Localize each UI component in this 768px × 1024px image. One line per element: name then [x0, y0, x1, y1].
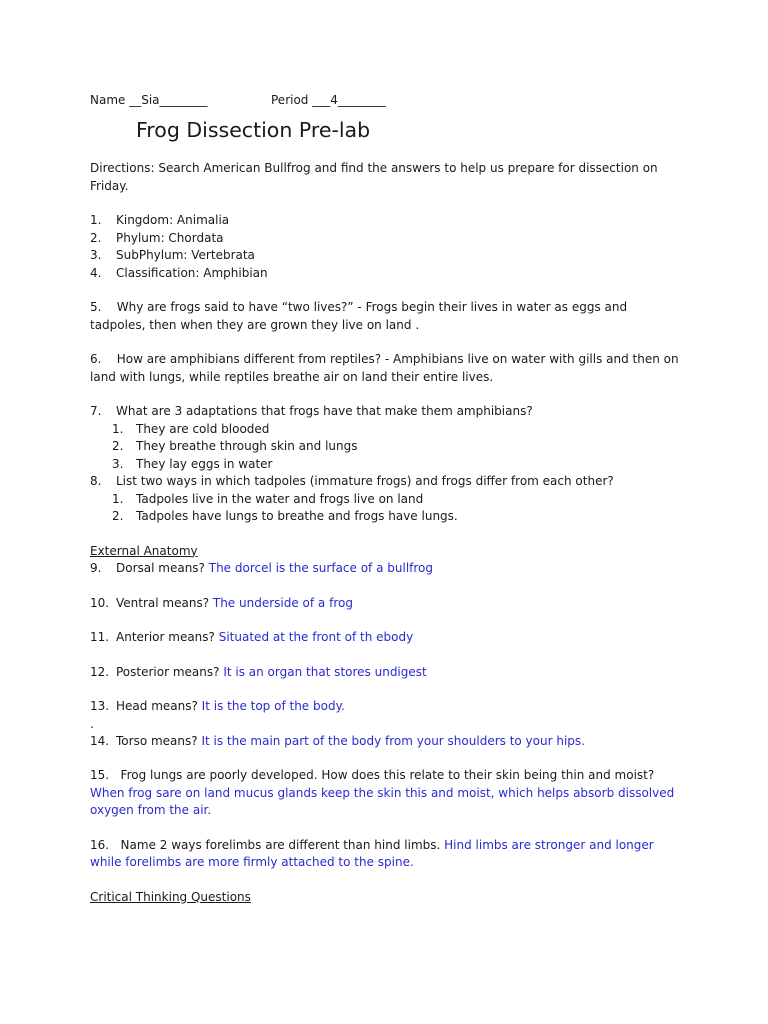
- list-item: [90, 247, 680, 265]
- question-text: List two ways in which tadpoles (immature frogs) and frogs differ from each other?: [116, 474, 614, 488]
- name-field: Name __Sia________: [90, 93, 208, 107]
- question-number: 10.: [90, 595, 110, 610]
- question-14: [90, 733, 680, 751]
- answer-item: [90, 421, 680, 439]
- question-5: [90, 299, 680, 334]
- directions-text: Directions: Search American Bullfrog and find the answers to help us prepare for dissection on Friday.: [90, 161, 658, 193]
- question-number: 15.: [90, 768, 110, 782]
- question-7: [90, 403, 680, 473]
- item-text: SubPhylum: Vertebrata: [116, 248, 255, 262]
- question-text: What are 3 adaptations that frogs have that make them amphibians?: [116, 404, 533, 418]
- question-8: [90, 473, 680, 526]
- question-number: 5.: [90, 300, 102, 314]
- answer-text: Tadpoles have lungs to breathe and frogs have lungs.: [136, 509, 458, 523]
- question-number: 16.: [90, 837, 110, 852]
- question-number: 7.: [90, 404, 102, 418]
- answer-number: 2.: [112, 509, 124, 523]
- header-row: [90, 92, 680, 110]
- item-number: 4.: [90, 265, 102, 280]
- answer-number: 1.: [112, 421, 124, 436]
- question-text: Name 2 ways forelimbs are different than hind limbs.: [120, 837, 445, 852]
- question-6: [90, 351, 680, 386]
- question-11: [90, 629, 680, 647]
- question-9: [90, 560, 680, 578]
- answer-text: They lay eggs in water: [136, 456, 273, 471]
- list-item: [90, 212, 680, 230]
- answer-item: [90, 456, 680, 474]
- item-number: 3.: [90, 248, 102, 262]
- answer-text: Situated at the front of th ebody: [218, 630, 414, 644]
- question-number: 13.: [90, 699, 110, 713]
- answer-text: Tadpoles live in the water and frogs live on land: [136, 491, 424, 506]
- question-number: 14.: [90, 733, 110, 748]
- question-text: Why are frogs said to have “two lives?” - Frogs begin their lives in water as eggs and tadpoles, then when they are grown they live on land .: [90, 300, 628, 332]
- question-number: 8.: [90, 474, 102, 488]
- answer-text: They breathe through skin and lungs: [136, 439, 358, 453]
- question-text: Torso means?: [116, 733, 202, 748]
- answer-text: It is the top of the body.: [201, 699, 345, 713]
- stray-mark: .: [90, 716, 94, 731]
- question-text: Dorsal means?: [116, 561, 209, 575]
- question-number: 12.: [90, 664, 110, 679]
- answer-number: 1.: [112, 491, 124, 506]
- page-title: Frog Dissection Pre-lab: [136, 118, 371, 142]
- period-field: Period ___4________: [271, 93, 386, 107]
- answer-number: 3.: [112, 456, 124, 471]
- answer-text: Hind limbs are stronger and longer while forelimbs are more firmly attached to the spine.: [90, 837, 654, 869]
- section-heading-external-anatomy: External Anatomy: [90, 543, 198, 558]
- answer-text: It is an organ that stores undigest: [219, 664, 427, 679]
- question-15: [90, 767, 680, 820]
- question-number: 6.: [90, 352, 102, 366]
- question-number: 9.: [90, 561, 102, 575]
- question-text: Anterior means?: [116, 630, 219, 644]
- answer-item: [90, 438, 680, 456]
- question-text: Posterior means?: [116, 664, 220, 679]
- question-16: [90, 837, 680, 872]
- question-text: Frog lungs are poorly developed. How does this relate to their skin being thin and moist?: [120, 768, 655, 782]
- item-number: 2.: [90, 230, 102, 245]
- question-13: [90, 698, 680, 716]
- answer-text: The dorcel is the surface of a bullfrog: [208, 561, 434, 575]
- question-text: How are amphibians different from reptiles? - Amphibians live on water with gills and then on land with lungs, while reptiles breathe air on land their entire lives.: [90, 352, 679, 384]
- worksheet-page: [90, 92, 680, 906]
- answer-number: 2.: [112, 439, 124, 453]
- item-text: Classification: Amphibian: [116, 265, 268, 280]
- list-item: [90, 265, 680, 283]
- question-number: 11.: [90, 630, 110, 644]
- answer-text: They are cold blooded: [136, 421, 270, 436]
- item-text: Phylum: Chordata: [116, 230, 224, 245]
- section-heading-critical-thinking: Critical Thinking Questions: [90, 889, 251, 904]
- answer-text: It is the main part of the body from your shoulders to your hips.: [201, 733, 585, 748]
- question-text: Ventral means?: [116, 595, 213, 610]
- classification-list: [90, 212, 680, 282]
- answer-item: [90, 508, 680, 526]
- question-text: Head means?: [116, 699, 202, 713]
- item-text: Kingdom: Animalia: [116, 213, 230, 227]
- question-12: [90, 664, 680, 682]
- answer-text: When frog sare on land mucus glands keep the skin this and moist, which helps absorb dissolved oxygen from the air.: [90, 785, 675, 817]
- item-number: 1.: [90, 213, 102, 227]
- answer-text: The underside of a frog: [212, 595, 353, 610]
- answer-item: [90, 491, 680, 509]
- question-10: [90, 595, 680, 613]
- list-item: [90, 230, 680, 248]
